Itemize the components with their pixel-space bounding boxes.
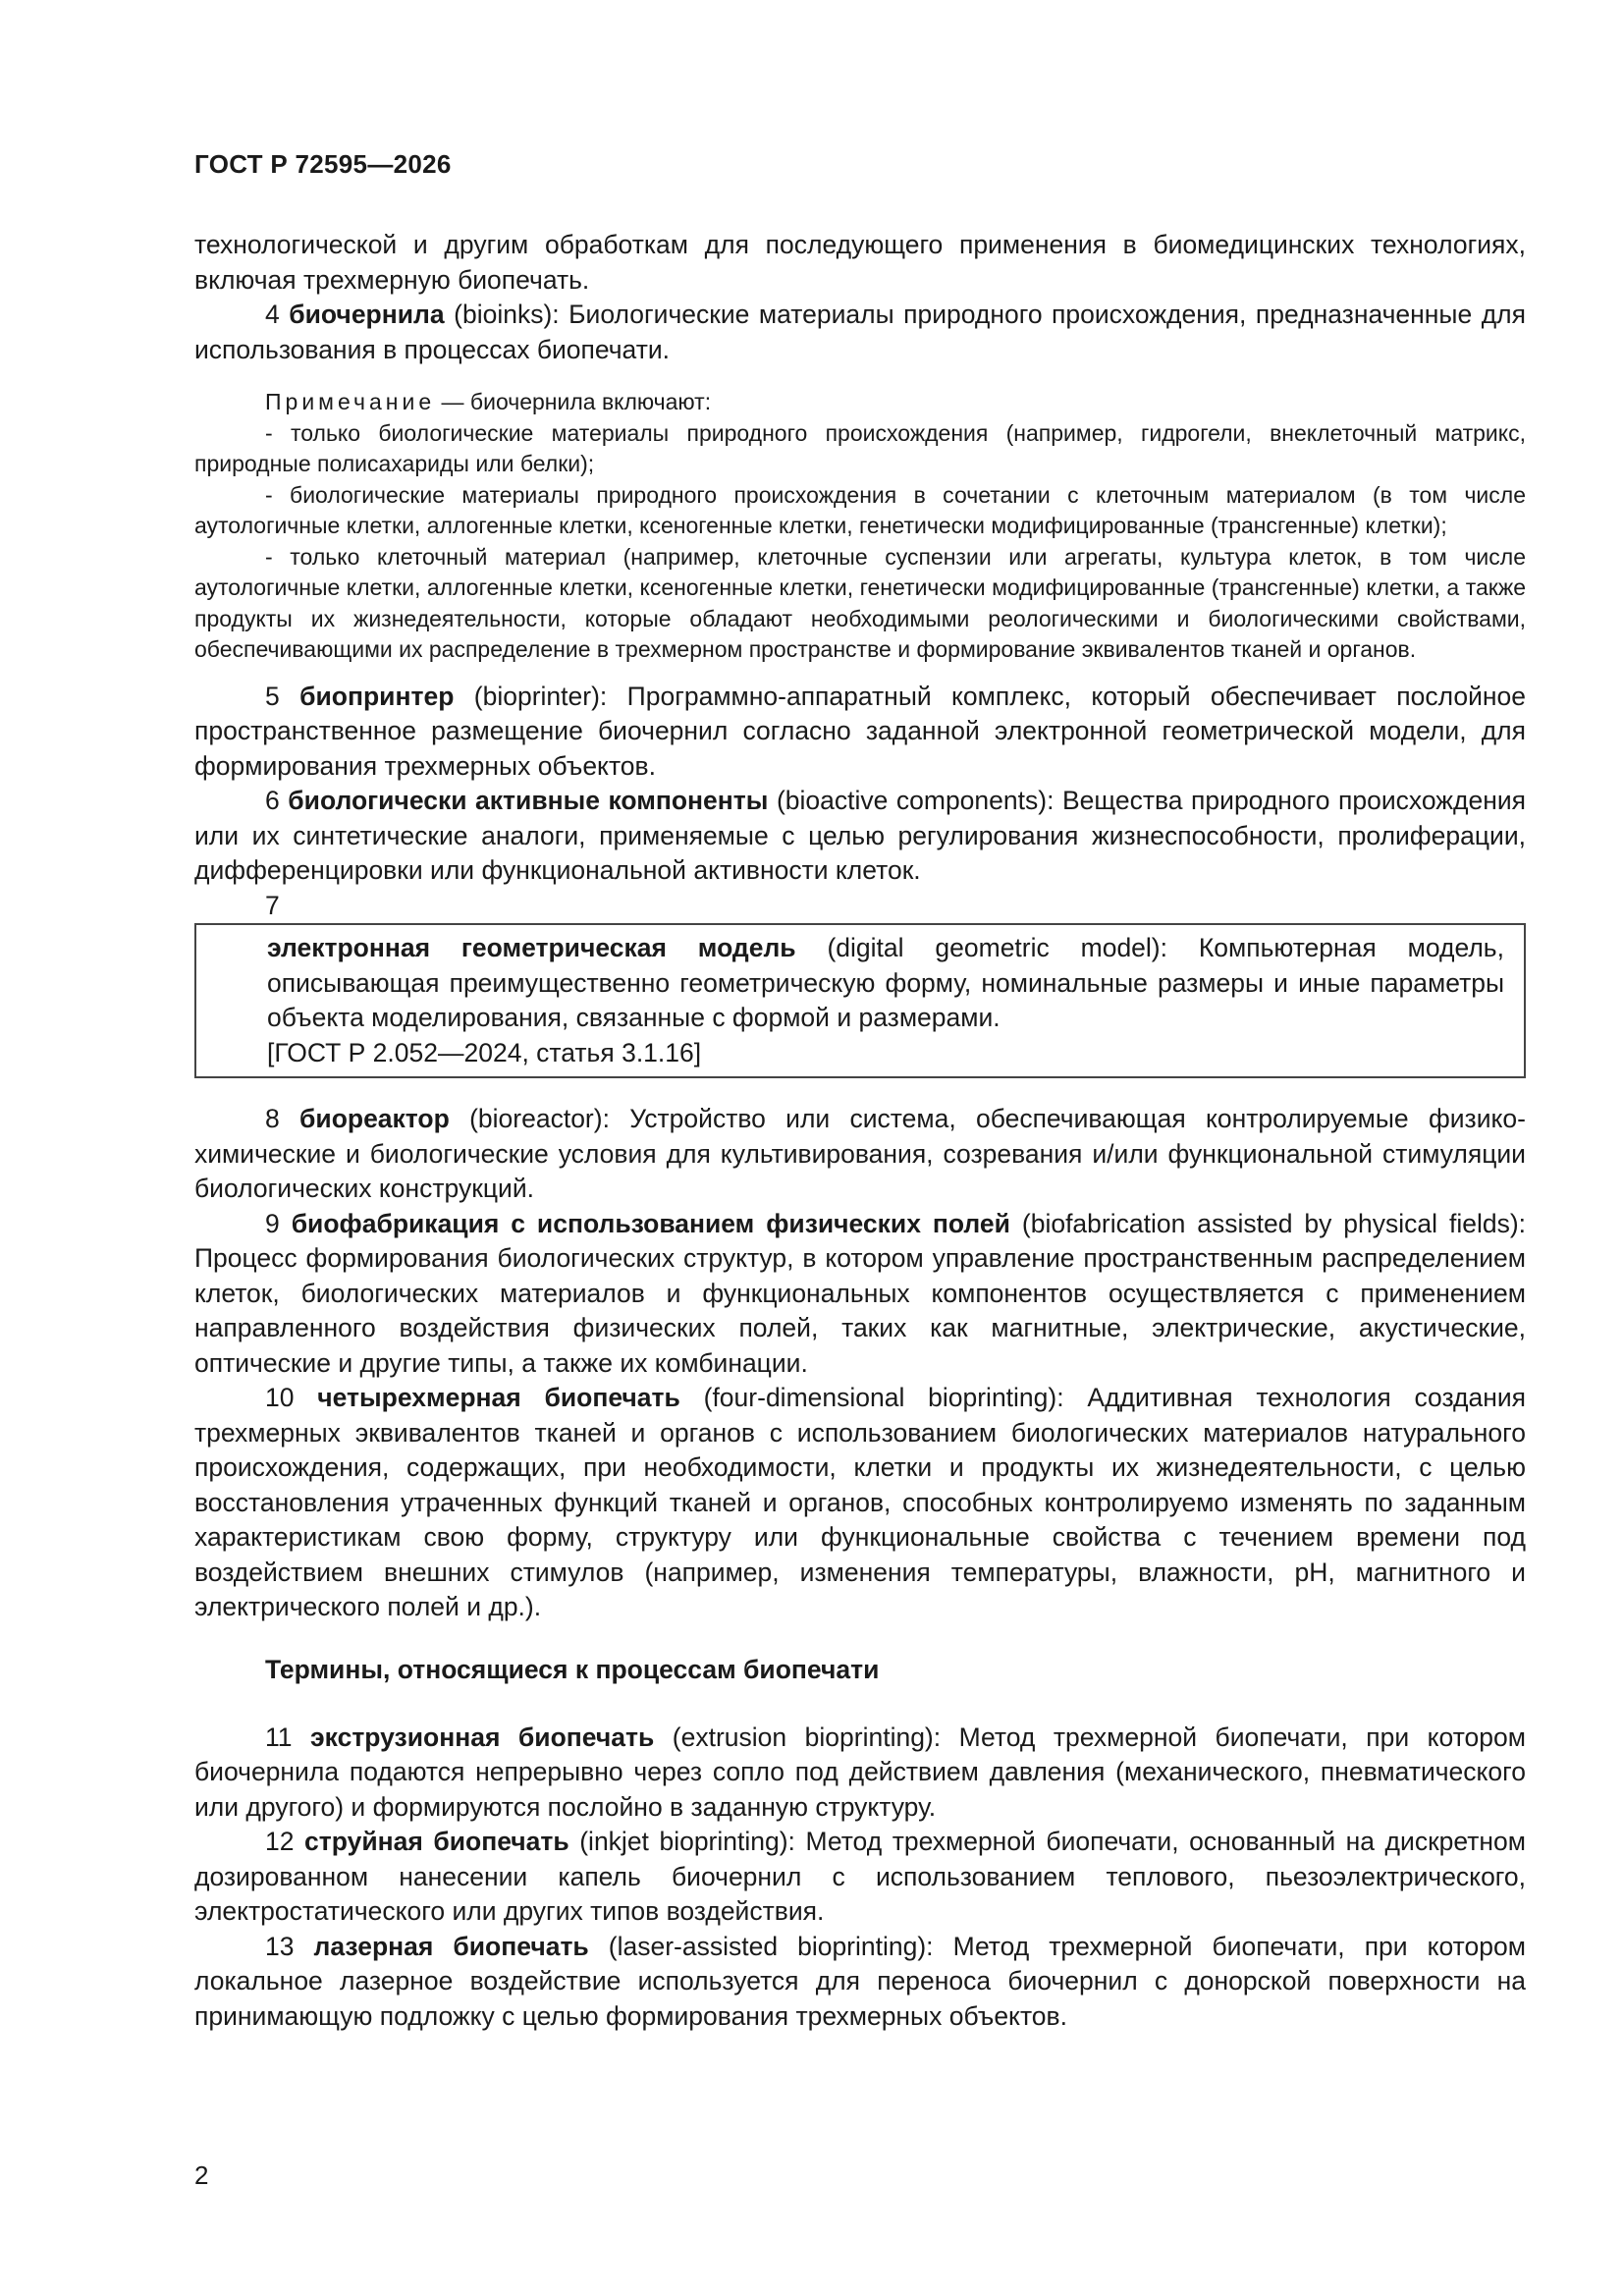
- term-10: 10 четырехмерная биопечать (four-dimensional bioprinting): Аддитивная технология создания трехмерных эквивалентов тканей и органов с использованием биологических материалов натурального происхождения, содержащих, при необходимости, клетки и продукты их жизнедеятельности, с целью восстановления утраченных функций тканей и органов, способных контролируемо изменять по заданным характеристикам свою форму, структуру или функциональные свойства с течением времени под воздействием внешних стимулов (например, изменения температуры, влажности, pH, магнитного и электрического полей и др.).: [194, 1383, 1527, 1621]
- note-item-2: - биологические материалы природного происхождения в сочетании с клеточным материалом (в том числе аутологичные клетки, аллогенные клетки, ксеногенные клетки, генетически модифицированные (трансгенные) клетки);: [194, 481, 1526, 538]
- note-item-1: - только биологические материалы природного происхождения (например, гидрогели, внеклеточный матрикс, природные полисахариды или белки);: [194, 419, 1526, 476]
- term-13: 13 лазерная биопечать (laser-assisted bioprinting): Метод трехмерной биопечати, при котором локальное лазерное воздействие используется для переноса биочернил с донорской поверхности на принимающую подложку с целью формирования трехмерных объектов.: [194, 1931, 1526, 2031]
- note-item-3: - только клеточный материал (например, клеточные суспензии или агрегаты, культура клеток, в том числе аутологичные клетки, аллогенные клетки, ксеногенные клетки, генетически модифицированные (трансгенные) клетки, а также продукты их жизнедеятельности, которые обладают необходимыми реологическими и биологическими свойствами, обеспечивающими их распределение в трехмерном пространстве и формирование эквивалентов тканей и органов.: [194, 543, 1526, 662]
- term-4: 4 биочернила (bioinks): Биологические материалы природного происхождения, предназначенные для использования в процессах биопечати.: [194, 300, 1526, 364]
- term-6: 6 биологически активные компоненты (bioactive components): Вещества природного происхождения или их синтетические аналоги, применяемые с целью регулирования жизнеспособности, пролиферации, дифференцировки или функциональной активности клеток.: [194, 786, 1526, 885]
- page-body: [194, 228, 1526, 2034]
- page-number: 2: [194, 2160, 209, 2190]
- note-lead: Примечание — биочернила включают:: [265, 389, 712, 414]
- intro-paragraph: технологической и другим обработкам для последующего применения в биомедицинских технологиях, включая трехмерную биопечать.: [194, 230, 1526, 295]
- term-11: 11 экструзионная биопечать (extrusion bioprinting): Метод трехмерной биопечати, при котором биочернила подаются непрерывно через сопло под действием давления (механического, пневматического или другого) и формируются послойно в заданную структуру.: [194, 1722, 1526, 1822]
- term-9: 9 биофабрикация с использованием физических полей (biofabrication assisted by physical fields): Процесс формирования биологических структур, в котором управление пространственным распределением клеток, биологических материалов и функциональных компонентов осуществляется с применением направленного воздействия физических полей, таких как магнитные, электрические, акустические, оптические и другие типы, а также их комбинации.: [194, 1208, 1527, 1378]
- document-header: ГОСТ Р 72595—2026: [194, 149, 452, 179]
- term-7-reference: [ГОСТ Р 2.052—2024, статья 3.1.16]: [267, 1037, 702, 1067]
- term-7-box: [194, 923, 1526, 1078]
- term-8: 8 биореактор (bioreactor): Устройство или система, обеспечивающая контролируемые физико-химические и биологические условия для культивирования, созревания и/или функциональной стимуляции биологических конструкций.: [194, 1104, 1526, 1203]
- term-4-name: биочернила: [289, 300, 445, 329]
- term-7-number: 7: [265, 890, 280, 920]
- section-heading: Термины, относящиеся к процессам биопечати: [265, 1654, 880, 1684]
- term-7: электронная геометрическая модель (digital geometric model): Компьютерная модель, описывающая преимущественно геометрическую форму, номинальные размеры и иные параметры объекта моделирования, связанные с формой и размерами.: [267, 933, 1504, 1032]
- term-5: 5 биопринтер (bioprinter): Программно-аппаратный комплекс, который обеспечивает послойное пространственное размещение биочернил согласно заданной электронной геометрической модели, для формирования трехмерных объектов.: [194, 681, 1526, 781]
- term-12: 12 струйная биопечать (inkjet bioprinting): Метод трехмерной биопечати, основанный на дискретном дозированном нанесении капель биочернил с использованием теплового, пьезоэлектрического, электростатического или других типов воздействия.: [194, 1827, 1526, 1926]
